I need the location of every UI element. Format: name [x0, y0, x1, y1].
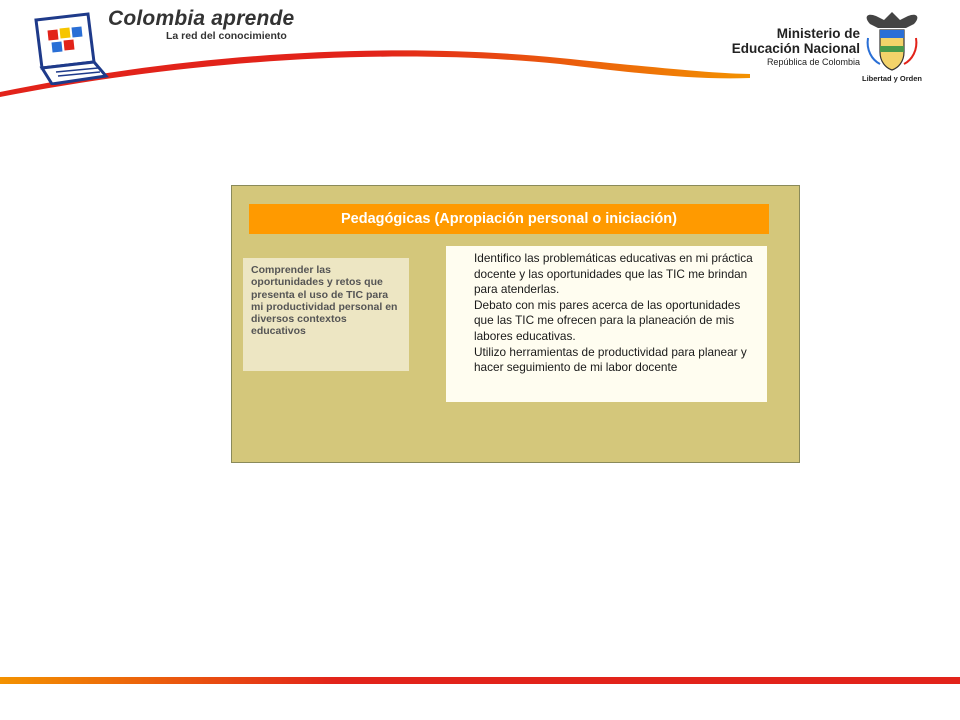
competency-description: Comprender las oportunidades y retos que presenta el uso de TIC para mi productividad personal en diversos contextos educativos	[243, 258, 409, 371]
competency-panel	[231, 185, 800, 463]
ministry-line2: Educación Nacional	[731, 41, 860, 56]
ministry-block	[732, 26, 860, 68]
competency-indicators	[446, 246, 767, 402]
indicator-item: Utilizo herramientas de productividad para planear y hacer seguimiento de mi labor docente	[474, 344, 747, 375]
brand-subtitle: La red del conocimiento	[166, 30, 287, 42]
motto: Libertad y Orden	[862, 74, 923, 83]
competency-title: Pedagógicas (Apropiación personal o iniciación)	[249, 204, 769, 234]
brand-title: Colombia aprende	[108, 7, 295, 30]
coat-of-arms-icon	[862, 10, 922, 72]
indicator-item: Identifico las problemáticas educativas en mi práctica docente y las oportunidades que las TIC me brindan para atenderlas.	[474, 251, 753, 297]
ministry-line1: Ministerio de	[776, 26, 860, 41]
header	[0, 0, 960, 100]
ministry-line3: República de Colombia	[766, 57, 860, 67]
brand-block	[108, 8, 294, 42]
indicator-item: Debato con mis pares acerca de las oportunidades que las TIC me ofrecen para la planeación de mis labores educativas.	[474, 297, 741, 343]
footer-bar	[0, 677, 960, 684]
laptop-logo-icon	[30, 10, 110, 85]
